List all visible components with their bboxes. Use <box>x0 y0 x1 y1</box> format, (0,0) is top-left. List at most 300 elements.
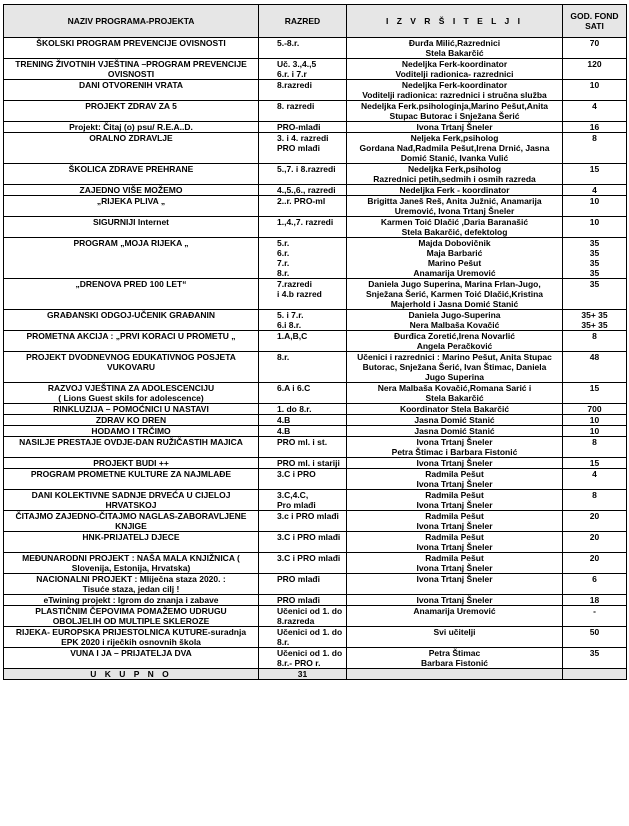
total-row <box>4 669 627 680</box>
izvrsitelji-cell-line: Stela Bakarčić <box>425 393 484 403</box>
fond-cell-line: 8 <box>592 437 597 447</box>
razred-cell-line: Učenici od 1. do <box>277 648 343 658</box>
table-row <box>4 352 627 383</box>
table-row <box>4 279 627 310</box>
fond-cell <box>563 38 627 59</box>
fond-cell-line: 50 <box>589 627 600 637</box>
izvrsitelji-cell <box>347 164 563 185</box>
izvrsitelji-cell <box>347 310 563 331</box>
razred-cell-line: 5.,7. i 8.razredi <box>277 164 336 174</box>
razred-cell <box>259 648 347 669</box>
fond-cell-line: 20 <box>589 553 600 563</box>
program-name-cell <box>4 595 259 606</box>
table-row <box>4 133 627 164</box>
program-name-cell-line: „RIJEKA PLIVA „ <box>96 196 166 206</box>
fond-cell <box>563 627 627 648</box>
program-name-cell-line: TRENING ŽIVOTNIH VJEŠTINA –PROGRAM PREVENCIJE <box>15 59 247 69</box>
izvrsitelji-cell-line: Anamarija Uremović <box>413 606 496 616</box>
program-name-cell <box>4 238 259 279</box>
program-name-cell-line: DANI OTVORENIH VRATA <box>78 80 184 90</box>
razred-cell-line: 8.r. <box>277 268 290 278</box>
fond-cell-line: 10 <box>589 196 600 206</box>
izvrsitelji-cell-line: Majerhold i Jasna Domić Stanić <box>390 299 519 309</box>
program-name-cell-line: PROGRAM PROMETNE KULTURE ZA NAJMLAĐE <box>30 469 232 479</box>
fond-cell-line: 15 <box>589 458 600 468</box>
izvrsitelji-cell-line: Ivona Trtanj Šneler <box>416 458 493 468</box>
izvrsitelji-cell <box>347 279 563 310</box>
fond-cell-line: 8 <box>592 331 597 341</box>
izvrsitelji-cell-line: Petra Štimac <box>428 648 481 658</box>
program-name-cell-line: Tisuće staza, jedan cilj ! <box>82 584 180 594</box>
razred-cell <box>259 217 347 238</box>
razred-cell <box>259 279 347 310</box>
fond-cell-line: 8 <box>592 490 597 500</box>
program-name-cell <box>4 606 259 627</box>
table-row <box>4 185 627 196</box>
table-row <box>4 404 627 415</box>
razred-cell-line: 8.r. <box>277 352 290 362</box>
program-name-cell-line: SIGURNIJI Internet <box>92 217 170 227</box>
table-row <box>4 310 627 331</box>
izvrsitelji-cell-line: Ivona Trtanj Šneler <box>416 437 493 447</box>
izvrsitelji-cell-line: Karmen Toić Dlačić ,Daria Baranašić <box>380 217 529 227</box>
izvrsitelji-cell-line: Stela Bakarčić <box>425 48 484 58</box>
razred-cell <box>259 595 347 606</box>
program-name-cell-line: ORALNO ZDRAVLJE <box>89 133 173 143</box>
fond-cell-line: 15 <box>589 383 600 393</box>
program-name-cell <box>4 122 259 133</box>
fond-cell-line: 20 <box>589 532 600 542</box>
izvrsitelji-cell-line: Nedeljka Ferk.psihologinja,Marino Pešut,Anita <box>360 101 549 111</box>
izvrsitelji-cell <box>347 553 563 574</box>
izvrsitelji-cell-line: Ivona Trtanj Šneler <box>416 595 493 605</box>
izvrsitelji-cell-line: Radmila Pešut <box>425 532 484 542</box>
table-row <box>4 574 627 595</box>
izvrsitelji-cell-line: Ivona Trtanj Šneler <box>416 479 493 489</box>
razred-cell <box>259 331 347 352</box>
program-table <box>3 4 627 680</box>
izvrsitelji-cell-line: Učenici i razrednici : Marino Pešut, Anita Stupac <box>357 352 552 362</box>
izvrsitelji-cell-line: Radmila Pešut <box>425 553 484 563</box>
razred-cell <box>259 490 347 511</box>
program-name-cell-line: VUKOVARU <box>106 362 155 372</box>
fond-cell-line: 35 <box>589 248 600 258</box>
izvrsitelji-cell <box>347 511 563 532</box>
table-row <box>4 164 627 185</box>
program-name-cell-line: PROJEKT ZDRAV ZA 5 <box>85 101 177 111</box>
program-name-cell <box>4 164 259 185</box>
program-name-cell <box>4 310 259 331</box>
fond-cell <box>563 185 627 196</box>
program-name-cell <box>4 331 259 352</box>
izvrsitelji-cell <box>347 574 563 595</box>
razred-cell-line: 1.,4.,7. razredi <box>277 217 334 227</box>
program-name-cell <box>4 38 259 59</box>
fond-cell <box>563 59 627 80</box>
program-name-cell <box>4 627 259 648</box>
program-name-cell-line: OBOLJELIH OD MULTIPLE SKLEROZE <box>52 616 210 626</box>
program-name-cell <box>4 279 259 310</box>
program-name-cell-line: eTwining projekt : Igrom do znanja i zabave <box>43 595 219 605</box>
razred-cell <box>259 458 347 469</box>
fond-cell <box>563 404 627 415</box>
program-name-cell <box>4 133 259 164</box>
izvrsitelji-cell-line: Đurđica Zoretić,Irena Novarlić <box>394 331 515 341</box>
razred-cell <box>259 164 347 185</box>
table-row <box>4 415 627 426</box>
total-label: U K U P N O <box>4 669 259 680</box>
fond-cell-line: 4 <box>592 469 597 479</box>
izvrsitelji-cell-line: Nedeljka Ferk-koordinator <box>401 59 508 69</box>
program-name-cell <box>4 648 259 669</box>
razred-cell-line: 6.r. <box>277 248 290 258</box>
razred-cell-line: 1.A,B,C <box>277 331 308 341</box>
izvrsitelji-cell-line: Voditelji radionica- razrednici <box>395 69 514 79</box>
program-name-cell <box>4 437 259 458</box>
fond-cell-line: 18 <box>589 595 600 605</box>
razred-cell <box>259 469 347 490</box>
fond-cell <box>563 595 627 606</box>
razred-cell-line: 4.B <box>277 415 291 425</box>
razred-cell-line: 8.razredi <box>277 80 312 90</box>
izvrsitelji-cell-line: Ivona Trtanj Šneler <box>416 500 493 510</box>
header-fond-line2: SATI <box>585 21 604 31</box>
izvrsitelji-cell <box>347 80 563 101</box>
izvrsitelji-cell-line: Petra Štimac i Barbara Fistonić <box>391 447 518 457</box>
program-name-cell <box>4 352 259 383</box>
fond-cell-line: 35 <box>589 258 600 268</box>
table-row <box>4 38 627 59</box>
razred-cell-line: Učenici od 1. do <box>277 606 343 616</box>
razred-cell-line: Učenici od 1. do <box>277 627 343 637</box>
izvrsitelji-cell-line: Stela Bakarčić, defektolog <box>401 227 508 237</box>
program-name-cell <box>4 574 259 595</box>
razred-cell <box>259 383 347 404</box>
izvrsitelji-cell-line: Ivona Trtanj Šneler <box>416 563 493 573</box>
razred-cell-line: 5. i 7.r. <box>277 310 304 320</box>
program-name-cell-line: HNK-PRIJATELJ DJECE <box>82 532 180 542</box>
izvrsitelji-cell-line: Ivona Trtanj Šneler <box>416 574 493 584</box>
fond-cell-line: 70 <box>589 38 600 48</box>
razred-cell <box>259 627 347 648</box>
izvrsitelji-cell-line: Domić Stanić, Ivanka Vulić <box>400 153 509 163</box>
program-name-cell <box>4 553 259 574</box>
izvrsitelji-cell <box>347 404 563 415</box>
fond-cell <box>563 648 627 669</box>
fond-cell <box>563 279 627 310</box>
program-name-cell <box>4 404 259 415</box>
izvrsitelji-cell-line: Ivona Trtanj Šneler <box>416 542 493 552</box>
program-name-cell <box>4 511 259 532</box>
fond-cell-line: 8 <box>592 133 597 143</box>
izvrsitelji-cell <box>347 238 563 279</box>
razred-cell <box>259 133 347 164</box>
razred-cell <box>259 511 347 532</box>
fond-cell <box>563 415 627 426</box>
table-row <box>4 511 627 532</box>
razred-cell-line: Uč. 3.,4.,5 <box>277 59 317 69</box>
program-name-cell-line: KNJIGE <box>115 521 147 531</box>
izvrsitelji-cell-line: Uremović, Ivona Trtanj Šneler <box>394 206 515 216</box>
program-name-cell-line: DANI KOLEKTIVNE SADNJE DRVEĆA U CIJELOJ <box>31 490 231 500</box>
izvrsitelji-cell <box>347 532 563 553</box>
fond-cell <box>563 352 627 383</box>
razred-cell-line: 3.C i PRO mlađi <box>277 532 341 542</box>
fond-cell-line: 35 <box>589 279 600 289</box>
header-razred: RAZRED <box>259 5 347 38</box>
fond-cell-line: 35 <box>589 648 600 658</box>
table-row <box>4 532 627 553</box>
razred-cell-line: 6.i 8.r. <box>277 320 302 330</box>
razred-cell-line: 5.-8.r. <box>277 38 300 48</box>
izvrsitelji-cell <box>347 383 563 404</box>
razred-cell <box>259 404 347 415</box>
program-name-cell-line: NASILJE PRESTAJE OVDJE-DAN RUŽIČASTIH MAJICA <box>19 437 243 447</box>
program-name-cell <box>4 185 259 196</box>
razred-cell-line: 8. razredi <box>277 101 315 111</box>
izvrsitelji-cell <box>347 490 563 511</box>
izvrsitelji-cell <box>347 648 563 669</box>
fond-cell <box>563 458 627 469</box>
fond-cell-line: 35+ 35 <box>581 310 608 320</box>
fond-cell-line: 35 <box>589 268 600 278</box>
razred-cell-line: 7.r. <box>277 258 290 268</box>
program-name-cell-line: RAZVOJ VJEŠTINA ZA ADOLESCENCIJU <box>47 383 215 393</box>
izvrsitelji-cell <box>347 627 563 648</box>
fond-cell <box>563 574 627 595</box>
program-name-cell-line: ZDRAV KO DREN <box>95 415 167 425</box>
izvrsitelji-cell <box>347 469 563 490</box>
table-row <box>4 490 627 511</box>
table-row <box>4 217 627 238</box>
fond-cell-line: 6 <box>592 574 597 584</box>
fond-cell <box>563 511 627 532</box>
fond-cell-line: 20 <box>589 511 600 521</box>
table-row <box>4 238 627 279</box>
izvrsitelji-cell-line: Neljeka Ferk,psiholog <box>410 133 499 143</box>
fond-cell <box>563 80 627 101</box>
fond-cell <box>563 490 627 511</box>
izvrsitelji-cell-line: Koordinator Stela Bakarčić <box>399 404 510 414</box>
program-name-cell-line: ( Lions Guest skils for adolescence) <box>58 393 204 403</box>
izvrsitelji-cell-line: Nedeljka Ferk-koordinator <box>401 80 508 90</box>
razred-cell-line: 6.A i 6.C <box>277 383 311 393</box>
program-name-cell-line: ŠKOLICA ZDRAVE PREHRANE <box>68 164 194 174</box>
fond-cell-line: 35+ 35 <box>581 320 608 330</box>
razred-cell <box>259 553 347 574</box>
izvrsitelji-cell <box>347 458 563 469</box>
razred-cell <box>259 532 347 553</box>
izvrsitelji-cell-line: Radmila Pešut <box>425 469 484 479</box>
razred-cell <box>259 238 347 279</box>
izvrsitelji-cell-line: Jugo Superina <box>424 372 485 382</box>
fond-cell <box>563 383 627 404</box>
razred-cell-line: 2..r. PRO-ml <box>277 196 326 206</box>
razred-cell <box>259 185 347 196</box>
program-name-cell-line: GRAĐANSKI ODGOJ-UČENIK GRAĐANIN <box>46 310 216 320</box>
razred-cell <box>259 437 347 458</box>
izvrsitelji-cell <box>347 352 563 383</box>
program-name-cell <box>4 415 259 426</box>
razred-cell-line: i 4.b razred <box>277 289 322 299</box>
table-row <box>4 383 627 404</box>
fond-cell-line: - <box>593 606 596 616</box>
table-row <box>4 122 627 133</box>
izvrsitelji-cell-line: Nedeljka Ferk,psiholog <box>407 164 502 174</box>
header-fond <box>563 5 627 38</box>
header-fond-line1: GOD. FOND <box>570 11 619 21</box>
fond-cell-line: 10 <box>589 415 600 425</box>
fond-cell <box>563 238 627 279</box>
table-body <box>4 38 627 669</box>
program-name-cell-line: ČITAJMO ZAJEDNO-ČITAJMO NAGLAS-ZABORAVLJENE <box>15 511 247 521</box>
total-empty-izv <box>347 669 563 680</box>
program-name-cell <box>4 490 259 511</box>
izvrsitelji-cell-line: Snježana Šerić, Karmen Toić Dlačić,Kristina <box>366 289 543 299</box>
izvrsitelji-cell-line: Barbara Fistonić <box>420 658 489 668</box>
razred-cell <box>259 59 347 80</box>
program-name-cell-line: VUNA I JA – PRIJATELJA DVA <box>70 648 192 658</box>
program-name-cell <box>4 532 259 553</box>
razred-cell <box>259 80 347 101</box>
program-name-cell-line: Projekt: Čitaj (o) psu/ R.E.A..D. <box>69 122 193 132</box>
izvrsitelji-cell-line: Angela Peračković <box>416 341 493 351</box>
izvrsitelji-cell-line: Radmila Pešut <box>425 490 484 500</box>
izvrsitelji-cell-line: Majda Dobovičnik <box>418 238 491 248</box>
izvrsitelji-cell <box>347 415 563 426</box>
program-name-cell-line: RINKLUZIJA – POMOĆNICI U NASTAVI <box>53 404 209 414</box>
fond-cell-line: 10 <box>589 426 600 436</box>
izvrsitelji-cell <box>347 196 563 217</box>
fond-cell-line: 700 <box>587 404 602 414</box>
izvrsitelji-cell-line: Brigitta Janeš Reš, Anita Južnić, Anamarija <box>367 196 542 206</box>
program-name-cell-line: Slovenija, Estonija, Hrvatska) <box>71 563 191 573</box>
izvrsitelji-cell-line: Gordana Nađ,Radmila Pešut,Irena Drnić, Jasna <box>359 143 550 153</box>
program-name-cell-line: NACIONALNI PROJEKT : Mliječna staza 2020. : <box>36 574 226 584</box>
fond-cell <box>563 196 627 217</box>
total-value: 31 <box>259 669 347 680</box>
fond-cell <box>563 133 627 164</box>
program-name-cell-line: MEĐUNARODNI PROJEKT : NAŠA MALA KNJIŽNICA ( <box>22 553 240 563</box>
razred-cell <box>259 415 347 426</box>
table-row <box>4 101 627 122</box>
izvrsitelji-cell-line: Stupac Butorac i Snježana Šerić <box>389 111 520 121</box>
izvrsitelji-cell <box>347 595 563 606</box>
fond-cell <box>563 426 627 437</box>
izvrsitelji-cell-line: Ivona Trtanj Šneler <box>416 521 493 531</box>
razred-cell <box>259 426 347 437</box>
razred-cell <box>259 122 347 133</box>
izvrsitelji-cell <box>347 38 563 59</box>
fond-cell-line: 48 <box>589 352 600 362</box>
program-table-container <box>3 4 626 680</box>
program-name-cell-line: HODAMO I TRČIMO <box>91 426 171 436</box>
fond-cell <box>563 437 627 458</box>
fond-cell <box>563 331 627 352</box>
razred-cell <box>259 101 347 122</box>
header-naziv: NAZIV PROGRAMA-PROJEKTA <box>4 5 259 38</box>
program-name-cell-line: PROJEKT DVODNEVNOG EDUKATIVNOG POSJETA <box>26 352 236 362</box>
izvrsitelji-cell-line: Maja Barbarić <box>426 248 483 258</box>
fond-cell-line: 16 <box>589 122 600 132</box>
razred-cell-line: 3.c i PRO mlađi <box>277 511 339 521</box>
razred-cell-line: PRO ml. i stariji <box>277 458 340 468</box>
table-row <box>4 426 627 437</box>
program-name-cell <box>4 469 259 490</box>
fond-cell-line: 120 <box>587 59 602 69</box>
fond-cell-line: 10 <box>589 80 600 90</box>
razred-cell-line: 4.,5.,6., razredi <box>277 185 336 195</box>
table-row <box>4 59 627 80</box>
table-row <box>4 458 627 469</box>
razred-cell <box>259 38 347 59</box>
table-row <box>4 331 627 352</box>
izvrsitelji-cell-line: Jasna Domić Stanić <box>414 426 495 436</box>
razred-cell-line: Pro mlađi <box>277 500 316 510</box>
program-name-cell <box>4 59 259 80</box>
program-name-cell-line: „DRENOVA PRED 100 LET“ <box>75 279 187 289</box>
razred-cell-line: PRO mlađi <box>277 574 320 584</box>
razred-cell-line: 3.C i PRO <box>277 469 316 479</box>
program-name-cell-line: ŠKOLSKI PROGRAM PREVENCIJE OVISNOSTI <box>36 38 226 48</box>
razred-cell <box>259 196 347 217</box>
fond-cell-line: 4 <box>592 185 597 195</box>
program-name-cell <box>4 458 259 469</box>
program-name-cell-line: PROGRAM „MOJA RIJEKA „ <box>73 238 189 248</box>
fond-cell <box>563 164 627 185</box>
razred-cell <box>259 310 347 331</box>
razred-cell-line: 3. i 4. razredi <box>277 133 329 143</box>
razred-cell-line: 8.r. <box>277 637 290 647</box>
razred-cell <box>259 606 347 627</box>
program-name-cell-line: RIJEKA- EUROPSKA PRIJESTOLNICA KUTURE-suradnja <box>15 627 247 637</box>
program-name-cell-line: PLASTIČNIM ČEPOVIMA POMAŽEMO UDRUGU <box>35 606 227 616</box>
izvrsitelji-cell <box>347 133 563 164</box>
fond-cell <box>563 606 627 627</box>
razred-cell-line: PRO ml. i st. <box>277 437 328 447</box>
razred-cell-line: PRO-mlađi <box>277 122 321 132</box>
fond-cell-line: 35 <box>589 238 600 248</box>
izvrsitelji-cell-line: Jasna Domić Stanić <box>414 415 495 425</box>
razred-cell-line: 7.razredi <box>277 279 312 289</box>
table-row <box>4 553 627 574</box>
izvrsitelji-cell-line: Ivona Trtanj Šneler <box>416 122 493 132</box>
razred-cell-line: PRO mlađi <box>277 595 320 605</box>
fond-cell <box>563 101 627 122</box>
program-name-cell-line: HRVATSKOJ <box>105 500 157 510</box>
fond-cell <box>563 469 627 490</box>
izvrsitelji-cell-line: Nedeljka Ferk - koordinator <box>399 185 510 195</box>
program-name-cell-line: EPK 2020 i riječkih osnovnih škola <box>61 637 201 647</box>
izvrsitelji-cell-line: Voditelji radionica: razrednici i stručna služba <box>362 90 547 100</box>
program-name-cell <box>4 196 259 217</box>
izvrsitelji-cell <box>347 331 563 352</box>
razred-cell <box>259 352 347 383</box>
izvrsitelji-cell-line: Nera Malbaša Kovačić,Romana Sarić i <box>377 383 532 393</box>
fond-cell <box>563 310 627 331</box>
program-name-cell <box>4 80 259 101</box>
izvrsitelji-cell <box>347 59 563 80</box>
fond-cell <box>563 553 627 574</box>
izvrsitelji-cell-line: Marino Pešut <box>427 258 482 268</box>
header-izvrsitelji: I Z V R Š I T E L J I <box>347 5 563 38</box>
fond-cell-line: 4 <box>592 101 597 111</box>
razred-cell-line: 3.C,4.C, <box>277 490 309 500</box>
program-name-cell <box>4 101 259 122</box>
izvrsitelji-cell-line: Svi učitelji <box>433 627 476 637</box>
razred-cell-line: 3.C i PRO mlađi <box>277 553 341 563</box>
razred-cell-line: 4.B <box>277 426 291 436</box>
